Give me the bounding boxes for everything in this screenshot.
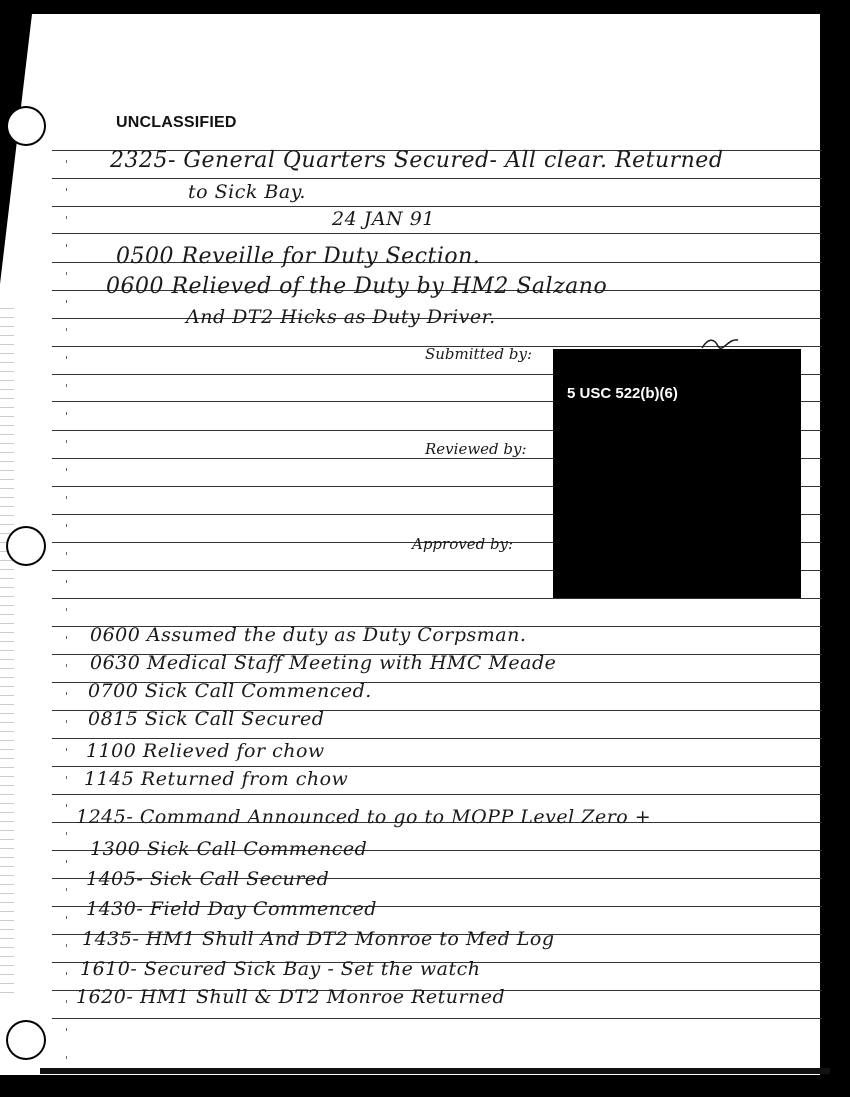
- ruled-line: [52, 598, 822, 599]
- log-entry: 1145 Returned from chow: [84, 768, 349, 790]
- ruled-line: [52, 1018, 822, 1019]
- ruled-line: [52, 738, 822, 739]
- log-entry: 0815 Sick Call Secured: [88, 708, 325, 730]
- ruled-line: [52, 178, 822, 179]
- scan-frame-bottom-edge: [40, 1068, 830, 1074]
- scan-frame-right: [820, 0, 850, 1080]
- log-entry: 2325- General Quarters Secured- All clear. Returned: [110, 148, 724, 173]
- submitted-by-label: Submitted by:: [425, 345, 532, 363]
- log-entry: 1245- Command Announced to go to MOPP Level Zero +: [76, 806, 652, 828]
- binder-hole-bottom: [6, 1020, 46, 1060]
- log-entry: 0600 Relieved of the Duty by HM2 Salzano: [106, 274, 608, 299]
- log-entry: 0630 Medical Staff Meeting with HMC Meade: [90, 652, 557, 674]
- log-entry: 0500 Reveille for Duty Section.: [116, 244, 481, 269]
- log-entry: 1610- Secured Sick Bay - Set the watch: [80, 958, 481, 980]
- log-entry: 0700 Sick Call Commenced.: [88, 680, 372, 702]
- scan-frame-left-edge: [0, 300, 14, 1000]
- scan-frame-bottom: [0, 1075, 850, 1097]
- redaction-label: 5 USC 522(b)(6): [567, 385, 678, 402]
- ruled-line: [52, 766, 822, 767]
- log-date: 24 JAN 91: [332, 208, 435, 230]
- log-entry: 1435- HM1 Shull And DT2 Monroe to Med Log: [82, 928, 555, 950]
- binder-hole-top: [6, 106, 46, 146]
- log-entry: 1430- Field Day Commenced: [86, 898, 377, 920]
- signature-scribble: [700, 336, 740, 350]
- classification-marking: UNCLASSIFIED: [116, 114, 237, 131]
- binder-hole-middle: [6, 526, 46, 566]
- log-entry: 1620- HM1 Shull & DT2 Monroe Returned: [76, 986, 506, 1008]
- ruled-line: [52, 794, 822, 795]
- log-entry: 0600 Assumed the duty as Duty Corpsman.: [90, 624, 527, 646]
- log-entry: to Sick Bay.: [188, 181, 306, 203]
- scan-frame-top: [0, 0, 850, 14]
- log-entry: And DT2 Hicks as Duty Driver.: [186, 306, 496, 328]
- reviewed-by-label: Reviewed by:: [425, 440, 527, 458]
- log-entry: 1405- Sick Call Secured: [86, 868, 330, 890]
- margin-line: [66, 160, 67, 1060]
- scan-frame-corner: [0, 14, 32, 284]
- approved-by-label: Approved by:: [412, 535, 514, 553]
- ruled-line: [52, 206, 822, 207]
- log-entry: 1100 Relieved for chow: [86, 740, 325, 762]
- log-entry: 1300 Sick Call Commenced: [90, 838, 368, 860]
- ruled-line: [52, 233, 822, 234]
